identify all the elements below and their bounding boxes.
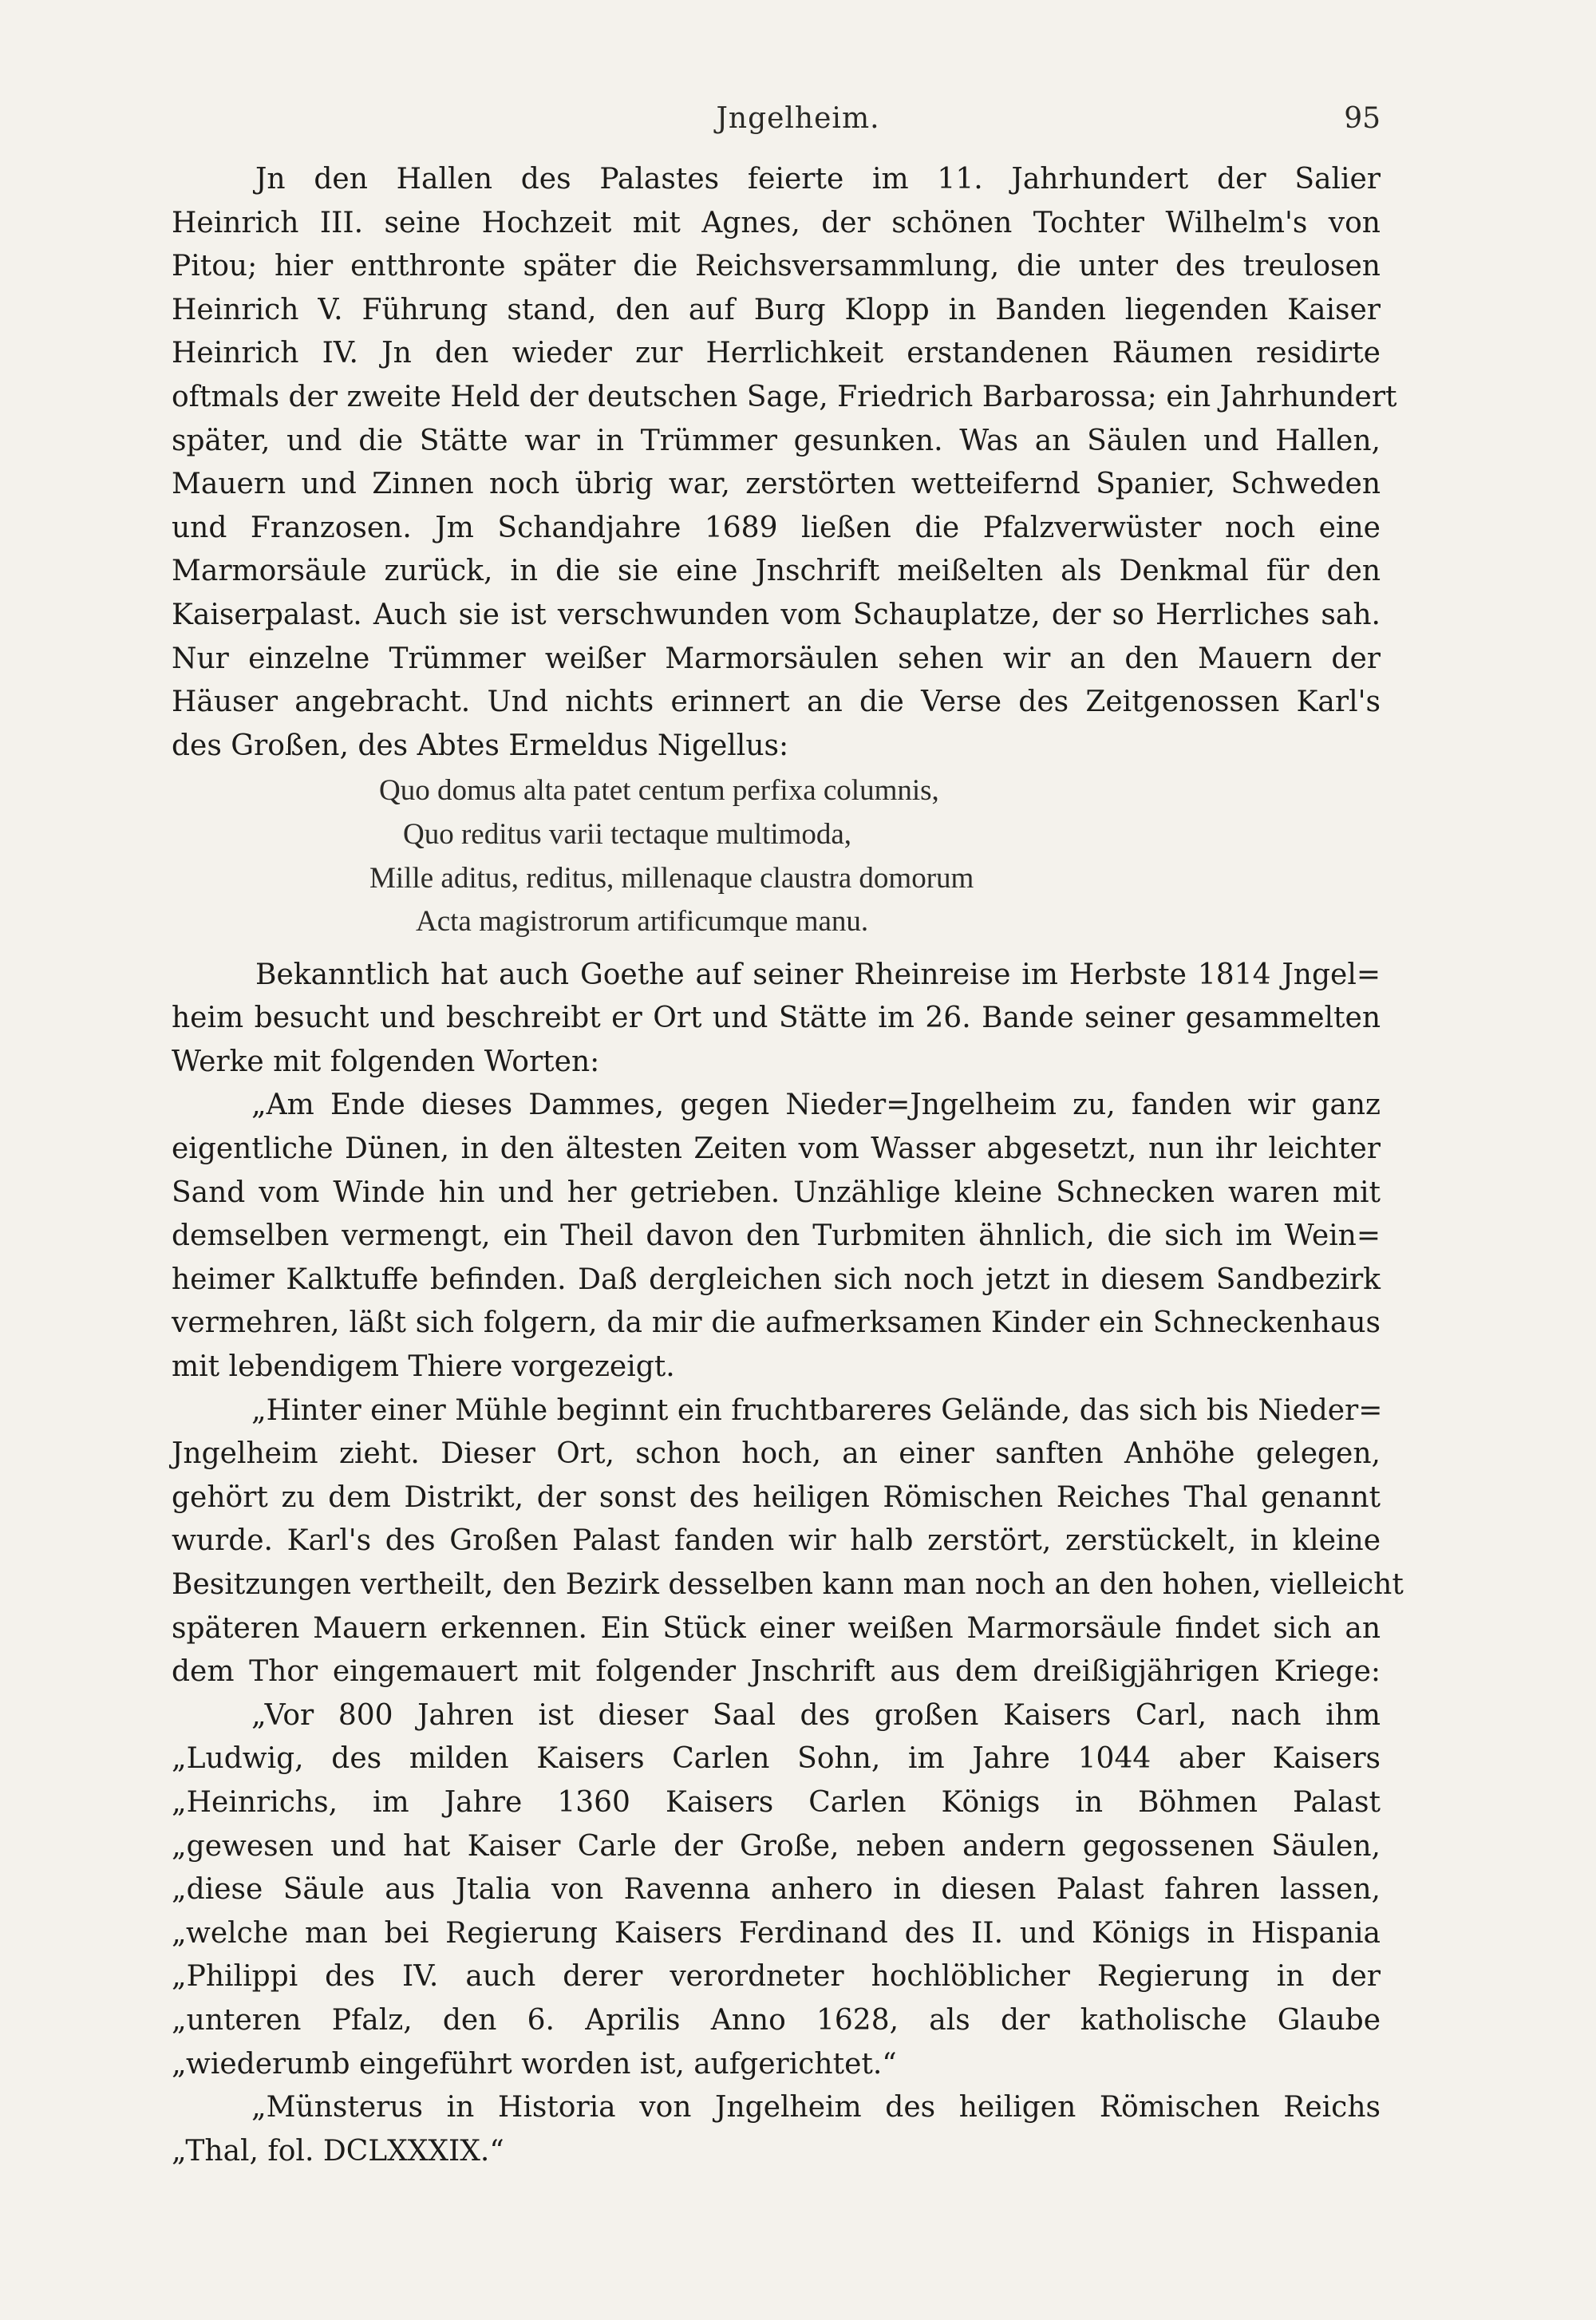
text-line: Werke mit folgenden Worten:: [172, 1045, 600, 1078]
text-line: Heinrich IV. Jn den wieder zur Herrlichkeit erstandenen Räumen residirte: [172, 337, 1381, 370]
text-line: „diese Säule aus Jtalia von Ravenna anhero in diesen Palast fahren lassen,: [172, 1873, 1381, 1907]
text-line: dem Thor eingemauert mit folgender Jnschrift aus dem dreißigjährigen Kriege:: [172, 1655, 1381, 1689]
text-line: „Vor 800 Jahren ist dieser Saal des großen Kaisers Carl, nach ihm: [251, 1698, 1381, 1732]
latin-verse: [172, 769, 1381, 943]
inscription-quote: [172, 1694, 1381, 2086]
text-line: „Philippi des IV. auch derer verordneter hochlöblicher Regierung in der: [172, 1960, 1381, 1994]
text-line: „gewesen und hat Kaiser Carle der Große, neben andern gegossenen Säulen,: [172, 1829, 1381, 1863]
text-line: eigentliche Dünen, in den ältesten Zeiten vom Wasser abgesetzt, nun ihr leichter: [172, 1132, 1381, 1166]
text-line: Jn den Hallen des Palastes feierte im 11. Jahrhundert der Salier: [255, 163, 1381, 196]
text-line: „Ludwig, des milden Kaisers Carlen Sohn, im Jahre 1044 aber Kaisers: [172, 1742, 1381, 1776]
text-line: späteren Mauern erkennen. Ein Stück einer weißen Marmorsäule findet sich an: [172, 1611, 1381, 1645]
verse-line: Quo domus alta patet centum perfixa columnis,: [379, 774, 939, 808]
text-line: Kaiserpalast. Auch sie ist verschwunden vom Schauplatze, der so Herrliches sah.: [172, 598, 1381, 631]
text-line: „Hinter einer Mühle beginnt ein fruchtbareres Gelände, das sich bis Nieder=: [251, 1393, 1383, 1427]
text-line: gehört zu dem Distrikt, der sonst des heiligen Römischen Reiches Thal genannt: [172, 1480, 1381, 1514]
text-line: Jngelheim zieht. Dieser Ort, schon hoch, an einer sanften Anhöhe gelegen,: [172, 1437, 1381, 1471]
text-line: „wiederumb eingeführt worden ist, aufgerichtet.“: [172, 2047, 897, 2081]
running-head: [0, 102, 1596, 150]
text-line: „Thal, fol. DCLXXXIX.“: [172, 2134, 504, 2168]
text-line: „Heinrichs, im Jahre 1360 Kaisers Carlen Königs in Böhmen Palast: [172, 1785, 1381, 1819]
text-line: und Franzosen. Jm Schandjahre 1689 ließen die Pfalzverwüster noch eine: [172, 511, 1381, 544]
paragraph-goethe-palace: [172, 1389, 1404, 1694]
source-citation: [172, 2086, 1381, 2173]
text-line: Marmorsäule zurück, in die sie eine Jnschrift meißelten als Denkmal für den: [172, 555, 1381, 588]
text-line: demselben vermengt, ein Theil davon den Turbmiten ähnlich, die sich im Wein=: [172, 1219, 1381, 1253]
text-line: Heinrich III. seine Hochzeit mit Agnes, der schönen Tochter Wilhelm's von: [172, 206, 1381, 239]
paragraph-goethe-intro: [172, 954, 1381, 1085]
text-line: Häuser angebracht. Und nichts erinnert an die Verse des Zeitgenossen Karl's: [172, 686, 1381, 719]
text-line: Besitzungen vertheilt, den Bezirk desselben kann man noch an den hohen, vielleicht: [172, 1568, 1404, 1601]
text-line: Pitou; hier entthronte später die Reichsversammlung, die unter des treulosen: [172, 250, 1381, 283]
text-line: des Großen, des Abtes Ermeldus Nigellus:: [172, 729, 789, 762]
text-line: heim besucht und beschreibt er Ort und Stätte im 26. Bande seiner gesammelten: [172, 1002, 1381, 1035]
text-line: „Am Ende dieses Dammes, gegen Nieder=Jngelheim zu, fanden wir ganz: [251, 1089, 1381, 1122]
text-line: Bekanntlich hat auch Goethe auf seiner Rheinreise im Herbste 1814 Jngel=: [255, 958, 1381, 991]
paragraph-palace-history: [172, 158, 1397, 768]
text-line: wurde. Karl's des Großen Palast fanden wir halb zerstört, zerstückelt, in kleine: [172, 1524, 1381, 1558]
text-line: heimer Kalktuffe befinden. Daß dergleichen sich noch jetzt in diesem Sandbezirk: [172, 1263, 1381, 1296]
verse-line: Acta magistrorum artificumque manu.: [416, 905, 869, 939]
text-line: vermehren, läßt sich folgern, da mir die aufmerksamen Kinder ein Schneckenhaus: [172, 1306, 1381, 1340]
running-title: Jngelheim.: [716, 102, 880, 135]
verse-line: Mille aditus, reditus, millenaque claustra domorum: [369, 861, 974, 895]
text-line: oftmals der zweite Held der deutschen Sage, Friedrich Barbarossa; ein Jahrhundert: [172, 380, 1397, 413]
page-number: 95: [1344, 102, 1381, 135]
paragraph-goethe-dunes: [172, 1084, 1381, 1389]
text-line: später, und die Stätte war in Trümmer gesunken. Was an Säulen und Hallen,: [172, 424, 1381, 457]
text-line: Sand vom Winde hin und her getrieben. Unzählige kleine Schnecken waren mit: [172, 1176, 1381, 1209]
text-line: Heinrich V. Führung stand, den auf Burg Klopp in Banden liegenden Kaiser: [172, 293, 1381, 326]
text-line: Mauern und Zinnen noch übrig war, zerstörten wetteifernd Spanier, Schweden: [172, 468, 1381, 501]
body-text: [172, 158, 1404, 2173]
verse-line: Quo reditus varii tectaque multimoda,: [403, 817, 852, 851]
text-line: „unteren Pfalz, den 6. Aprilis Anno 1628, als der katholische Glaube: [172, 2003, 1381, 2037]
text-line: „Münsterus in Historia von Jngelheim des heiligen Römischen Reichs: [251, 2091, 1381, 2124]
text-line: Nur einzelne Trümmer weißer Marmorsäulen sehen wir an den Mauern der: [172, 642, 1381, 675]
text-line: „welche man bei Regierung Kaisers Ferdinand des II. und Königs in Hispania: [172, 1916, 1381, 1950]
text-line: mit lebendigem Thiere vorgezeigt.: [172, 1350, 675, 1384]
